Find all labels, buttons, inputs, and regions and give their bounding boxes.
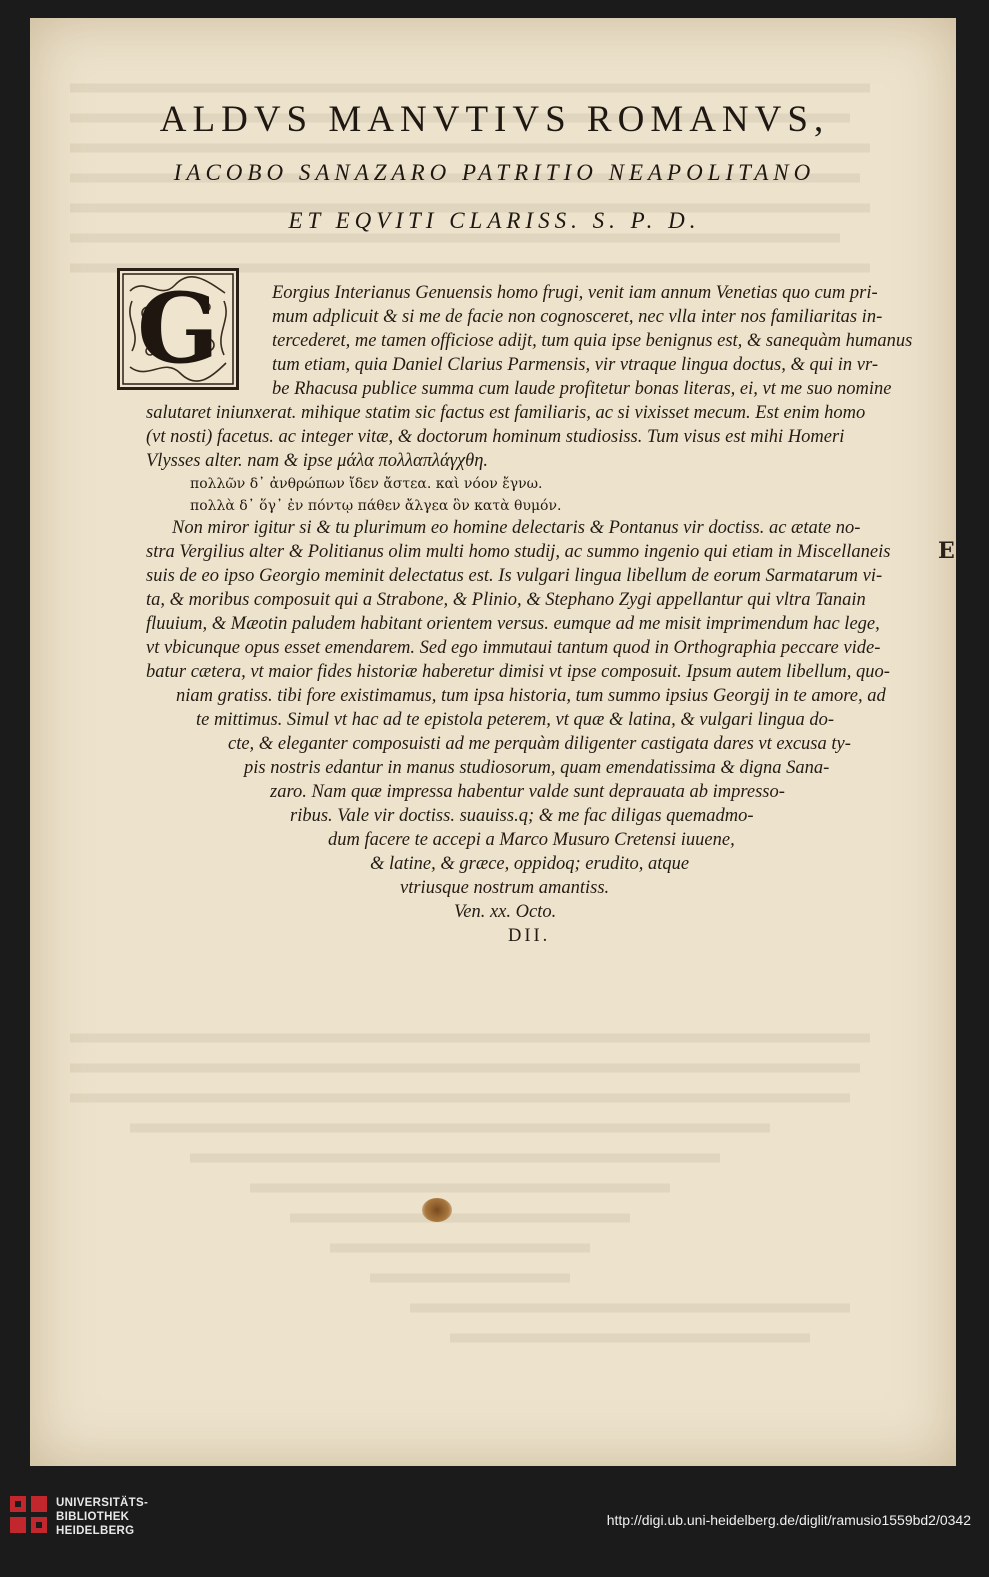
text-line-16: niam gratiss. tibi fore existimamus, tum ipsa historia, tum summo ipsius Georgij in te amore, ad: [176, 686, 886, 706]
text-line-5: be Rhacusa publice summa cum laude profitetur bonas literas, ei, vt me suo nomine: [272, 379, 892, 399]
text-line-4: tum etiam, quia Daniel Clarius Parmensis, vir vtraque lingua doctus, & qui in vr-: [272, 355, 878, 375]
text-line-1: Eorgius Interianus Genuensis homo frugi, venit iam annum Venetias quo cum pri-: [272, 283, 878, 303]
library-line-2: BIBLIOTHEK: [56, 1511, 130, 1523]
text-date: Ven. xx. Octo.: [454, 902, 557, 922]
text-line-22: dum facere te accepi a Marco Musuro Cretensi iuuene,: [328, 830, 735, 850]
heading-subtitle-2: ET EQVITI CLARISS. S. P. D.: [288, 208, 701, 233]
paper-stain: [422, 1198, 452, 1222]
text-line-14: vt vbicunque opus esset emendarem. Sed ego immutaui tantum quod in Orthographia peccare vide-: [146, 638, 881, 658]
greek-line-1: πολλῶν δ᾽ ἀνθρώπων ἴδεν ἄστεα. καὶ νόον ἔγνω.: [190, 476, 543, 492]
text-line-2: mum adplicuit & si me de facie non cognosceret, nec vlla inter nos familiaritas in-: [272, 307, 883, 327]
initial-letter: G: [137, 272, 219, 385]
margin-letter: E: [938, 538, 955, 564]
text-line-6: salutaret iniunxerat. mihique statim sic factus est familiaris, ac si vixisset mecum. Est enim homo: [146, 403, 866, 423]
text-line-13: fluuium, & Mæotin paludem habitant orientem versus. eumque ad me misit imprimendum hac lege,: [146, 614, 880, 634]
text-line-20: zaro. Nam quæ impressa habentur valde sunt deprauata ab impresso-: [270, 782, 785, 802]
text-line-8: Vlysses alter. nam & ipse μάλα πολλαπλάγχθη.: [146, 451, 489, 471]
text-line-18: cte, & eleganter composuisti ad me perquàm diligenter castigata dares vt excusa ty-: [228, 734, 851, 754]
text-line-7: (vt nosti) facetus. ac integer vitæ, & doctorum hominum studiosiss. Tum visus est mihi Homeri: [146, 427, 845, 447]
decorated-initial: [117, 268, 239, 390]
text-line-3: tercederet, me tamen officiose adijt, tum quia ipse benignus est, & sanequàm humanus: [272, 331, 913, 351]
text-line-17: te mittimus. Simul vt hac ad te epistola peterem, vt quæ & latina, & vulgari lingua do-: [196, 710, 835, 730]
text-line-21: ribus. Vale vir doctiss. suauiss.q; & me fac diligas quemadmo-: [290, 806, 754, 826]
text-line-24: vtriusque nostrum amantiss.: [400, 878, 610, 898]
text-line-23: & latine, & græce, oppidoq; erudito, atque: [370, 854, 690, 874]
greek-line-2: πολλὰ δ᾽ ὅγ᾽ ἐν πόντῳ πάθεν ἄλγεα ὃν κατὰ θυμόν.: [190, 498, 562, 514]
library-name: [56, 1496, 148, 1538]
text-line-10: stra Vergilius alter & Politianus olim multi homo studij, ac summo ingenio qui etiam in Miscellaneis: [146, 542, 891, 562]
text-line-19: pis nostris edantur in manus studiosorum, quam emendatissima & digna Sana-: [244, 758, 830, 778]
viewer-footer: [0, 1466, 989, 1577]
text-line-15: batur cætera, vt maior fides historiæ haberetur dimisi vt ipse composuit. Ipsum autem libellum, quo-: [146, 662, 890, 682]
heading-title: ALDVS MANVTIVS ROMANVS,: [159, 99, 830, 140]
text-line-12: ta, & moribus composuit qui a Strabone, & Plinio, & Stephano Zygi appellantur qui vltra Tanain: [146, 590, 866, 610]
library-line-1: UNIVERSITÄTS-: [56, 1497, 149, 1509]
text-line-9: Non miror igitur si & tu plurimum eo homine delectaris & Pontanus vir doctiss. ac ætate no-: [172, 518, 861, 538]
source-url-link[interactable]: http://digi.ub.uni-heidelberg.de/diglit/ramusio1559bd2/0342: [606, 1512, 971, 1528]
university-logo-icon: [10, 1496, 48, 1542]
text-signature: DII.: [508, 926, 551, 946]
library-line-3: HEIDELBERG: [56, 1525, 135, 1537]
heading-subtitle-1: IACOBO SANAZARO PATRITIO NEAPOLITANO: [173, 160, 816, 185]
text-line-11: suis de eo ipso Georgio meminit delectatus est. Is vulgari lingua libellum de eorum Sarmatarum vi-: [146, 566, 883, 586]
